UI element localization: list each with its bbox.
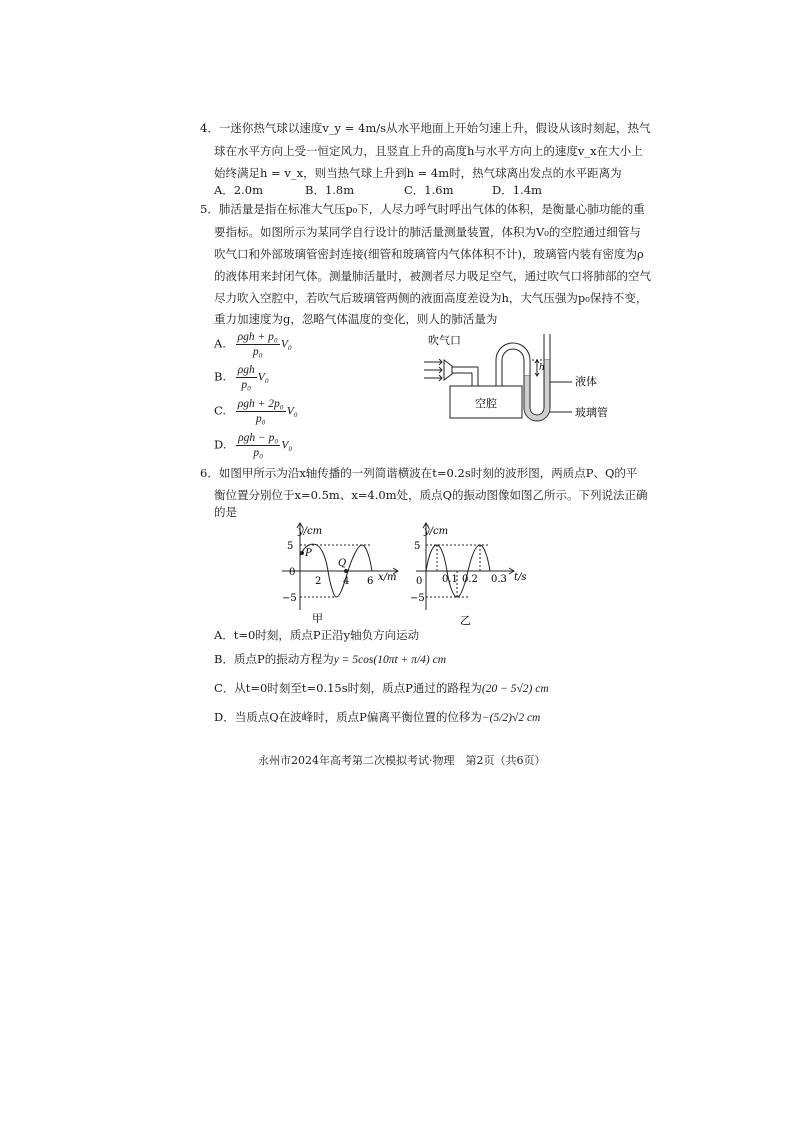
q5-line6: 重力加速度为g，忽略气体温度的变化，则人的肺活量为: [214, 312, 498, 326]
glass-tube-label: 玻璃管: [575, 406, 608, 419]
x-tick: 0.3: [491, 574, 507, 585]
q5-line1: 5．肺活量是指在标准大气压p₀下，人尽力呼气时呼出气体的体积，是衡量心肺功能的重: [200, 202, 645, 216]
q5-line5: 尽力吹入空腔中，若吹气后玻璃管两侧的液面高度差设为h，大气压强为p₀保持不变，: [214, 291, 648, 305]
liquid-label: 液体: [575, 375, 597, 388]
point-q-label: Q: [338, 558, 347, 569]
vibration-graph-yi: [410, 518, 540, 630]
point-p: [300, 551, 304, 555]
q5-line3: 吹气口和外部玻璃管密封连接(细管和玻璃管内气体体积不计)，玻璃管内装有密度为ρ: [214, 247, 644, 261]
option-label: B.: [214, 369, 227, 384]
frac-numerator: ρgh + 2p₀: [237, 398, 284, 410]
cavity-label: 空腔: [475, 397, 497, 410]
q4-option-d: D．1.4m: [492, 183, 542, 197]
q5-option-a: [214, 330, 292, 359]
page-footer: 永州市2024年高考第二次模拟考试·物理 第2页（共6页）: [258, 754, 546, 767]
volume-symbol: V₀: [280, 338, 292, 351]
equation: (20 − 5√2) cm: [481, 683, 549, 695]
q6-option-b: [214, 652, 446, 667]
frac-denominator: p₀: [253, 447, 264, 459]
frac-numerator: ρgh: [237, 364, 255, 376]
q4-option-b: B．1.8m: [305, 183, 355, 197]
q6-line3: 的是: [214, 505, 237, 519]
q6-option-c: [214, 681, 549, 696]
x-tick: 2: [315, 576, 322, 587]
y-tick: 5: [287, 541, 294, 552]
option-text: B．质点P的振动方程为: [214, 652, 334, 666]
y-axis-label: y/cm: [298, 526, 323, 537]
q6-option-d: [214, 710, 540, 725]
y-axis-label: y/cm: [424, 526, 449, 537]
x-tick: 4: [343, 576, 350, 587]
volume-symbol: V₀: [286, 405, 298, 418]
blow-port-funnel: [444, 360, 452, 380]
y-tick: 5: [414, 541, 421, 552]
frac-denominator: p₀: [255, 413, 266, 425]
height-label: h: [539, 363, 545, 373]
q4-line3: 始终满足h = v_x，则当热气球上升到h = 4m时，热气球离出发点的水平距离为: [214, 166, 622, 180]
q5-line2: 要指标。如图所示为某同学自行设计的肺活量测量装置，体积为V₀的空腔通过细管与: [214, 225, 641, 239]
x-tick: 0.1: [442, 574, 458, 585]
frac-denominator: p₀: [252, 346, 263, 358]
frac-denominator: p₀: [241, 379, 252, 391]
graph-caption: 甲: [312, 612, 323, 625]
option-label: C.: [214, 403, 227, 418]
blow-port-label: 吹气口: [428, 334, 461, 347]
option-text: C．从t=0时刻至t=0.15s时刻，质点P通过的路程为: [214, 681, 482, 695]
point-q: [344, 569, 348, 573]
q5-option-c: [214, 397, 298, 426]
q6-option-a: A．t=0时刻，质点P正沿y轴负方向运动: [214, 628, 420, 642]
q4-line1: 4．一迷你热气球以速度v_y = 4m/s从水平地面上开始匀速上升，假设从该时刻起，热气: [200, 121, 651, 135]
q4-option-c: C．1.6m: [404, 183, 454, 197]
option-text: D．当质点Q在波峰时，质点P偏离平衡位置的位移为: [214, 710, 482, 724]
y-tick: −5: [410, 593, 425, 604]
option-label: A.: [214, 336, 226, 351]
x-axis-label: x/m: [378, 572, 397, 583]
connecting-arch: [496, 343, 530, 360]
q5-option-d: [214, 431, 292, 460]
x-tick: 0.2: [462, 574, 478, 585]
wave-graph-jia: [272, 518, 412, 630]
option-label: D.: [214, 437, 227, 452]
frac-numerator: ρgh + p₀: [237, 331, 278, 343]
point-p-label: P: [305, 548, 312, 559]
volume-symbol: V₀: [281, 439, 293, 452]
graph-caption: 乙: [460, 614, 471, 627]
frac-numerator: ρgh − p₀: [238, 432, 279, 444]
q6-line1: 6．如图甲所示为沿x轴传播的一列简谐横波在t=0.2s时刻的波形图，两质点P、Q的平: [200, 466, 638, 480]
x-tick: 6: [367, 576, 374, 587]
q4-option-a: A．2.0m: [214, 183, 263, 197]
x-axis-label: t/s: [514, 572, 527, 583]
q4-line2: 球在水平方向上受一恒定风力，且竖直上升的高度h与水平方向上的速度v_x在大小上: [214, 144, 643, 158]
equation: −(5/2)√2 cm: [481, 712, 541, 724]
y-tick: 0: [289, 567, 296, 578]
y-tick: 0: [416, 576, 423, 587]
equation: y = 5cos(10πt + π/4) cm: [333, 654, 447, 666]
y-tick: −5: [282, 593, 297, 604]
q5-option-b: [214, 363, 269, 392]
q6-line2: 衡位置分别位于x=0.5m、x=4.0m处，质点Q的振动图像如图乙所示。下列说法正确: [214, 488, 648, 502]
volume-symbol: V₀: [257, 371, 269, 384]
spirometer-figure: [420, 330, 630, 430]
q5-line4: 的液体用来封闭气体。测量肺活量时，被测者尽力吸足空气，通过吹气口将肺部的空气: [214, 269, 651, 283]
